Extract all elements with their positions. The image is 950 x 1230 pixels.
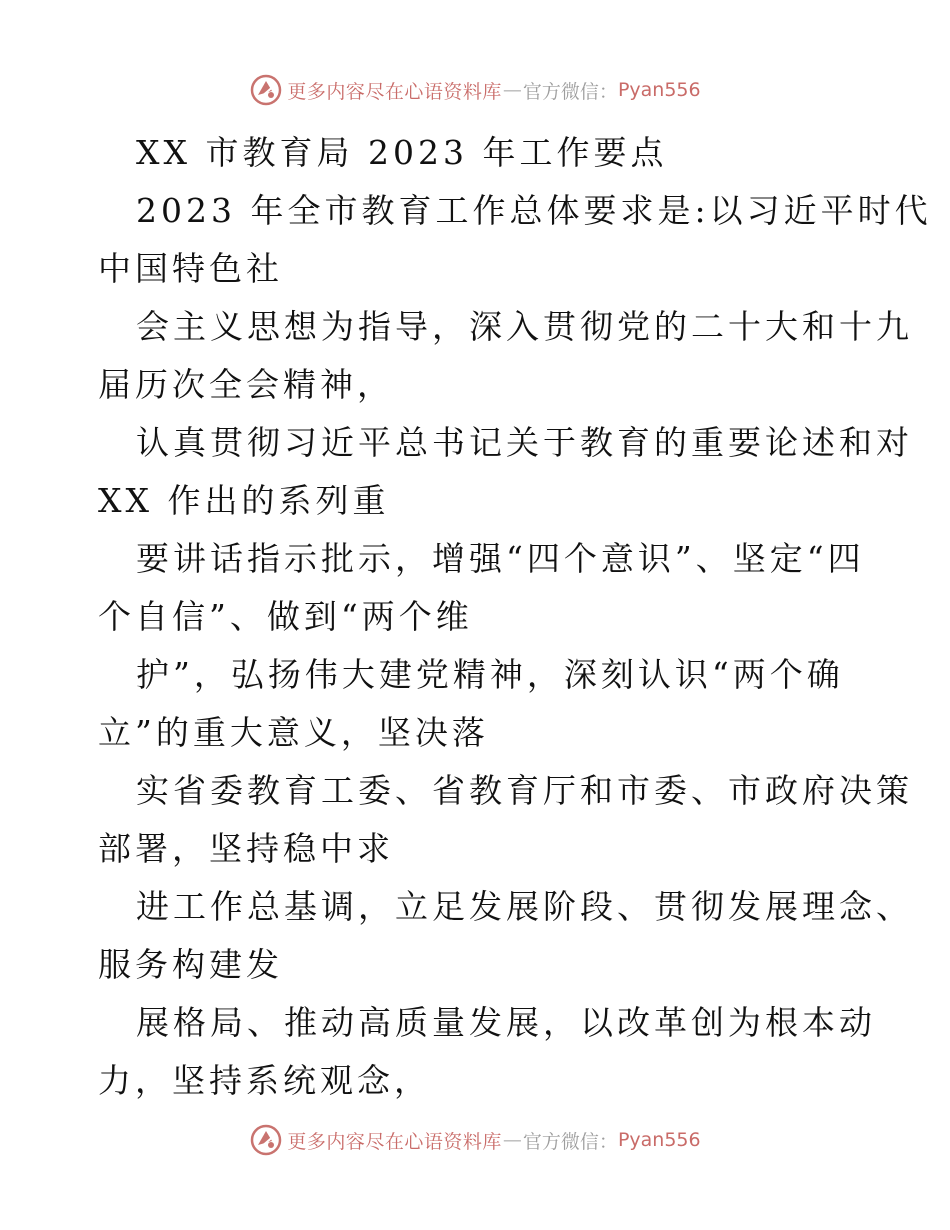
paragraph-line: 进工作总基调，立足发展阶段、贯彻发展理念、 — [136, 887, 913, 926]
document-body — [98, 124, 932, 1110]
paragraph-line: 届历次全会精神， — [98, 365, 394, 404]
watermark-footer — [0, 1120, 950, 1160]
paragraph-line: 服务构建发 — [98, 945, 283, 984]
watermark-main-text: 更多内容尽在心语资料库 — [287, 1130, 502, 1153]
watermark-sub-text: 官方微信： — [522, 80, 618, 103]
paragraph-line: 个自信”、做到“两个维 — [98, 597, 473, 636]
paragraph-line: 2023 年全市教育工作总体要求是:以习近平时代 — [136, 191, 932, 230]
paragraph-line: 实省委教育工委、省教育厅和市委、市政府决策 — [136, 771, 913, 810]
document-title: XX 市教育局 2023 年工作要点 — [136, 133, 668, 172]
watermark-main-text: 更多内容尽在心语资料库 — [287, 80, 502, 103]
paragraph-line: 要讲话指示批示，增强“四个意识”、坚定“四 — [136, 539, 865, 578]
paragraph-line: 部署，坚持稳中求 — [98, 829, 394, 868]
watermark-dash: — — [502, 79, 522, 101]
paragraph-line: 立”的重大意义，坚决落 — [98, 713, 489, 752]
paragraph-line: 力，坚持系统观念， — [98, 1061, 431, 1100]
watermark-sub-text: 官方微信： — [522, 1130, 618, 1153]
paragraph-line: 护”，弘扬伟大建党精神，深刻认识“两个确 — [136, 655, 844, 694]
paragraph-line: XX 作出的系列重 — [98, 481, 390, 520]
logo-icon — [249, 1123, 283, 1157]
watermark-wechat-id: Pyan556 — [617, 1129, 701, 1151]
paragraph-line: 认真贯彻习近平总书记关于教育的重要论述和对 — [136, 423, 913, 462]
paragraph-line: 展格局、推动高质量发展，以改革创为根本动 — [136, 1003, 876, 1042]
watermark-header — [0, 70, 950, 110]
paragraph-line: 中国特色社 — [98, 249, 283, 288]
watermark-dash: — — [502, 1129, 522, 1151]
logo-icon — [249, 73, 283, 107]
paragraph-line: 会主义思想为指导，深入贯彻党的二十大和十九 — [136, 307, 913, 346]
watermark-wechat-id: Pyan556 — [617, 79, 701, 101]
